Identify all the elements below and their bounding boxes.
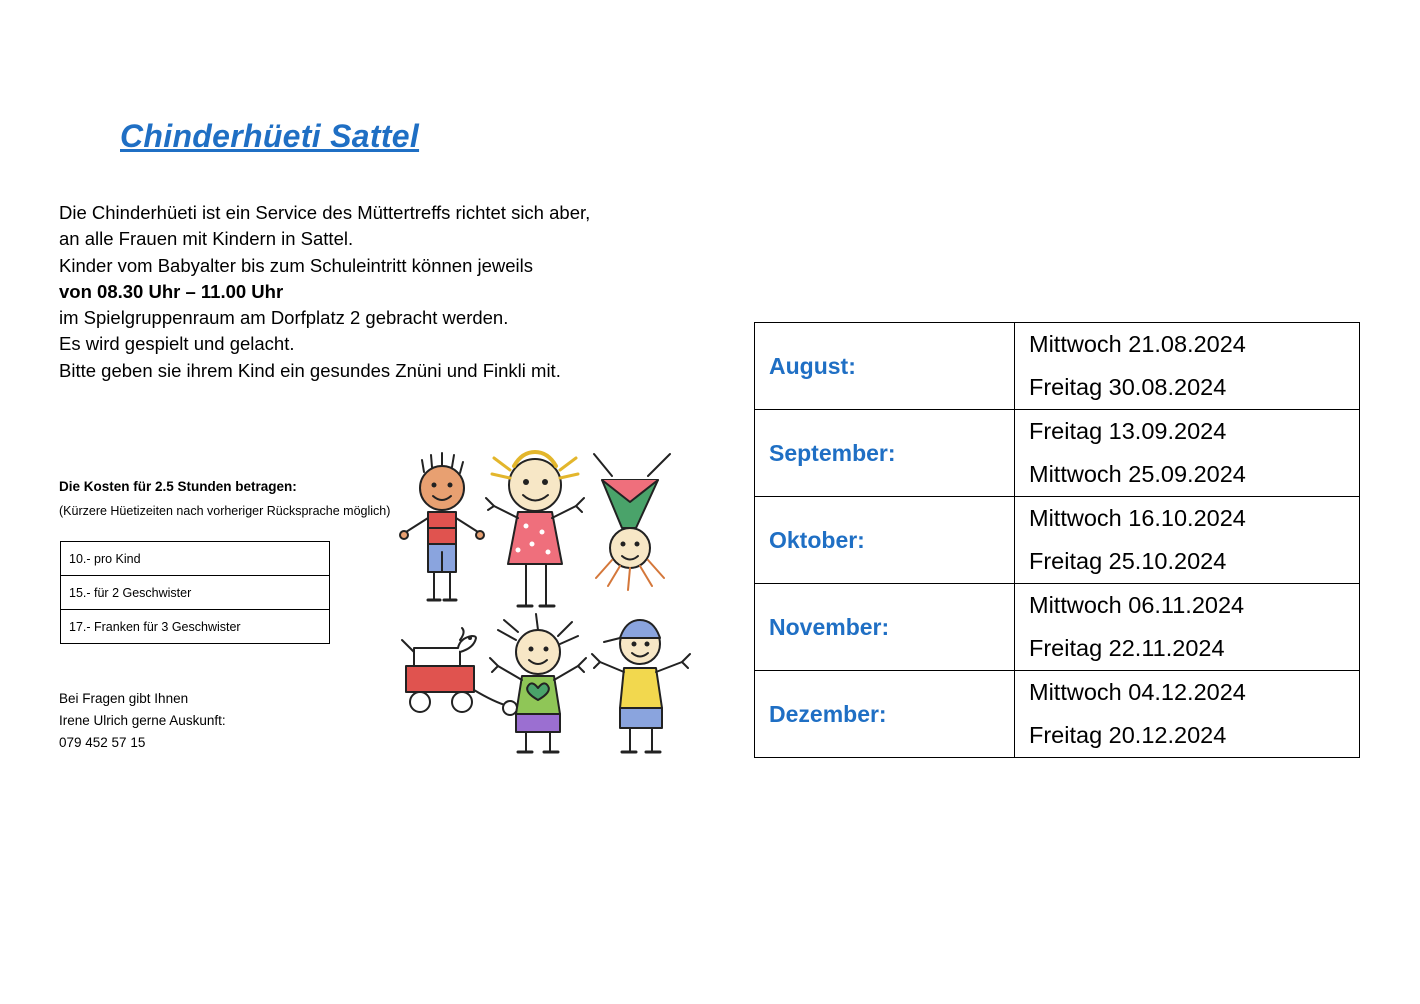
table-row (61, 542, 330, 576)
schedule-date: Mittwoch 04.12.2024 (1029, 679, 1246, 705)
intro-line: Bitte geben sie ihrem Kind ein gesundes Znüni und Finkli mit. (59, 359, 561, 381)
table-row (61, 576, 330, 610)
intro-line-hours: von 08.30 Uhr – 11.00 Uhr (59, 280, 284, 302)
schedule-dates (1015, 323, 1360, 410)
schedule-date: Freitag 25.10.2024 (1029, 548, 1227, 574)
schedule-date: Freitag 13.09.2024 (1029, 418, 1227, 444)
schedule-date: Mittwoch 16.10.2024 (1029, 505, 1246, 531)
schedule-dates (1015, 671, 1360, 758)
schedule-month: September: (755, 410, 1015, 497)
schedule-dates (1015, 497, 1360, 584)
children-drawing-clipart (390, 440, 710, 760)
table-row (61, 610, 330, 644)
schedule-date: Mittwoch 06.11.2024 (1029, 592, 1245, 618)
schedule-dates (1015, 410, 1360, 497)
schedule-table (754, 322, 1360, 758)
costs-cell: 15.- für 2 Geschwister (61, 576, 330, 610)
intro-paragraph (59, 200, 699, 384)
costs-cell: 17.- Franken für 3 Geschwister (61, 610, 330, 644)
schedule-date: Mittwoch 21.08.2024 (1029, 331, 1246, 357)
intro-line: Die Chinderhüeti ist ein Service des Müttertreffs richtet sich aber, (59, 202, 591, 223)
intro-line: an alle Frauen mit Kindern in Sattel. (59, 228, 354, 250)
schedule-month: Oktober: (755, 497, 1015, 584)
schedule-month: August: (755, 323, 1015, 410)
contact-line: Bei Fragen gibt Ihnen (59, 691, 189, 706)
schedule-dates (1015, 584, 1360, 671)
costs-cell: 10.- pro Kind (61, 542, 330, 576)
table-row (755, 584, 1360, 671)
schedule-month: Dezember: (755, 671, 1015, 758)
page-title: Chinderhüeti Sattel (120, 118, 420, 154)
contact-line: Irene Ulrich gerne Auskunft: (59, 713, 226, 728)
table-row (755, 497, 1360, 584)
contact-phone: 079 452 57 15 (59, 735, 146, 750)
schedule-date: Mittwoch 25.09.2024 (1029, 461, 1246, 487)
intro-line: Kinder vom Babyalter bis zum Schuleintritt können jeweils (59, 254, 534, 276)
costs-heading: Die Kosten für 2.5 Stunden betragen: (59, 479, 297, 494)
schedule-date: Freitag 20.12.2024 (1029, 722, 1227, 748)
schedule-date: Freitag 22.11.2024 (1029, 635, 1225, 661)
table-row (755, 671, 1360, 758)
schedule-month: November: (755, 584, 1015, 671)
costs-note: (Kürzere Hüetizeiten nach vorheriger Rücksprache möglich) (59, 504, 391, 518)
table-row (755, 410, 1360, 497)
schedule-date: Freitag 30.08.2024 (1029, 374, 1227, 400)
intro-line: Es wird gespielt und gelacht. (59, 333, 295, 355)
contact-block (59, 688, 226, 754)
costs-table (60, 541, 330, 644)
intro-line: im Spielgruppenraum am Dorfplatz 2 gebracht werden. (59, 307, 509, 329)
table-row (755, 323, 1360, 410)
